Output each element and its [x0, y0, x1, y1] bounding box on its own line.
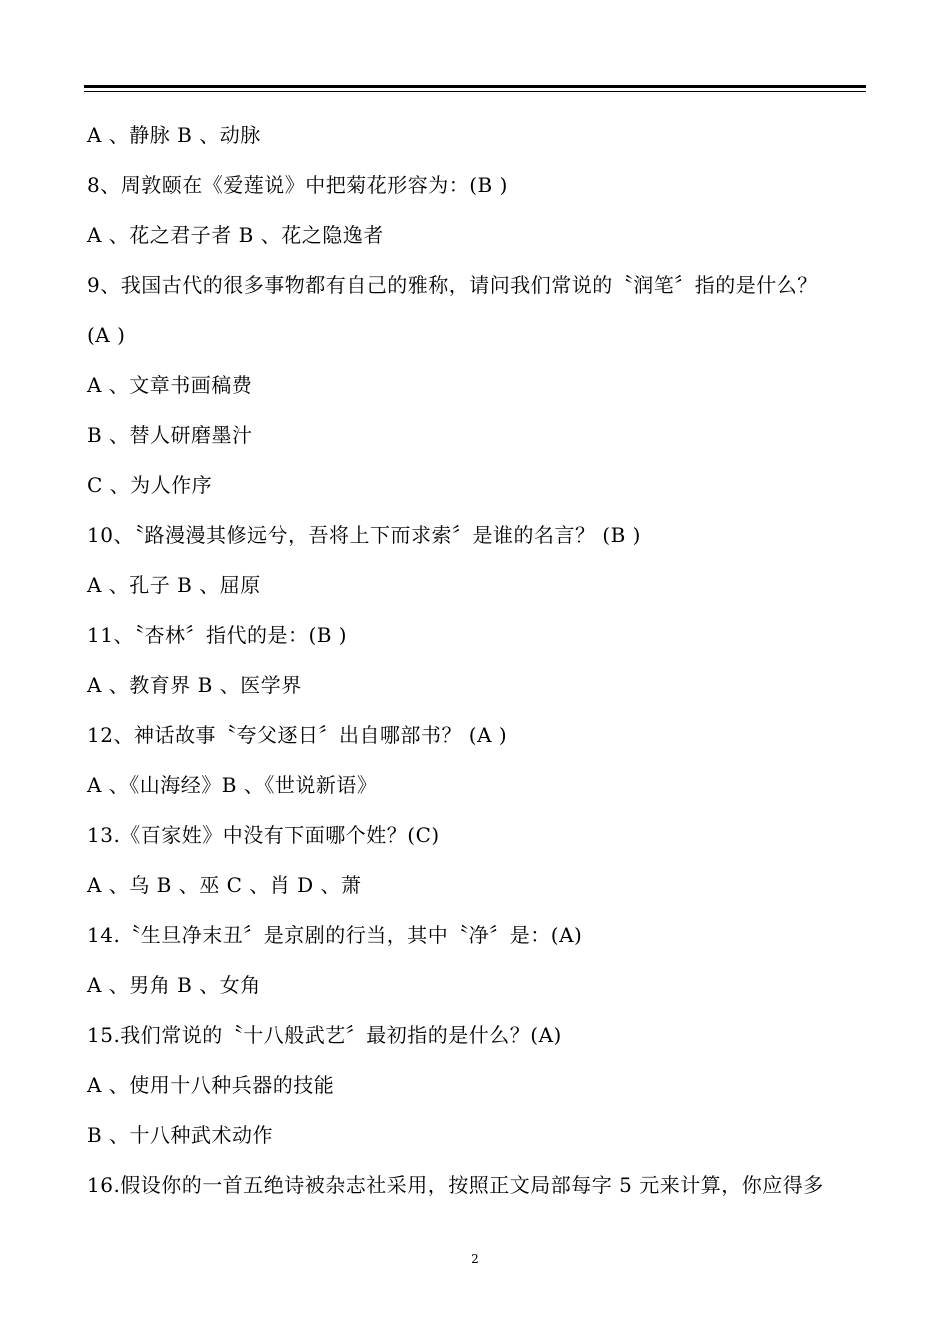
- text-line: (A ): [87, 323, 126, 347]
- text-line: A 、静脉 B 、动脉: [87, 123, 261, 147]
- text-line: B 、替人研磨墨汁: [87, 423, 253, 447]
- question-13: 13.《百家姓》中没有下面哪个姓？(C): [87, 823, 440, 847]
- page-number: 2: [471, 1252, 479, 1266]
- text-line: A 、教育界 B 、医学界: [87, 673, 302, 697]
- text-line: A 、乌 B 、巫 C 、肖 D 、萧: [87, 873, 362, 897]
- question-10: 10、〝路漫漫其修远兮，吾将上下而求索〞是谁的名言？ (B ): [87, 523, 641, 547]
- text-line: A 、孔子 B 、屈原: [87, 573, 261, 597]
- text-line: A 、男角 B 、女角: [87, 973, 261, 997]
- question-14: 14.〝生旦净末丑〞是京剧的行当，其中〝净〞是：(A): [87, 923, 583, 947]
- question-15: 15.我们常说的〝十八般武艺〞最初指的是什么？(A): [87, 1023, 562, 1047]
- header-rule-thin: [84, 91, 866, 92]
- question-11: 11、〝杏林〞指代的是：(B ): [87, 623, 348, 647]
- text-line: B 、十八种武术动作: [87, 1123, 274, 1147]
- document-body: [87, 115, 877, 1215]
- question-16: 16.假设你的一首五绝诗被杂志社采用，按照正文局部每字 5 元来计算，你应得多: [87, 1173, 824, 1197]
- text-line: A 、使用十八种兵器的技能: [87, 1073, 335, 1097]
- text-line: A 、花之君子者 B 、花之隐逸者: [87, 223, 384, 247]
- question-8: 8、周敦颐在《爱莲说》中把菊花形容为：(B ): [87, 173, 508, 197]
- question-12: 12、神话故事〝夸父逐日〞出自哪部书？ (A ): [87, 723, 508, 747]
- text-line: A 、文章书画稿费: [87, 373, 253, 397]
- header-rule-thick: [84, 85, 866, 88]
- question-9: 9、我国古代的很多事物都有自己的雅称，请问我们常说的〝润笔〞指的是什么？: [87, 273, 818, 297]
- text-line: A 、《山海经》B 、《世说新语》: [87, 773, 378, 797]
- text-line: C 、为人作序: [87, 473, 213, 497]
